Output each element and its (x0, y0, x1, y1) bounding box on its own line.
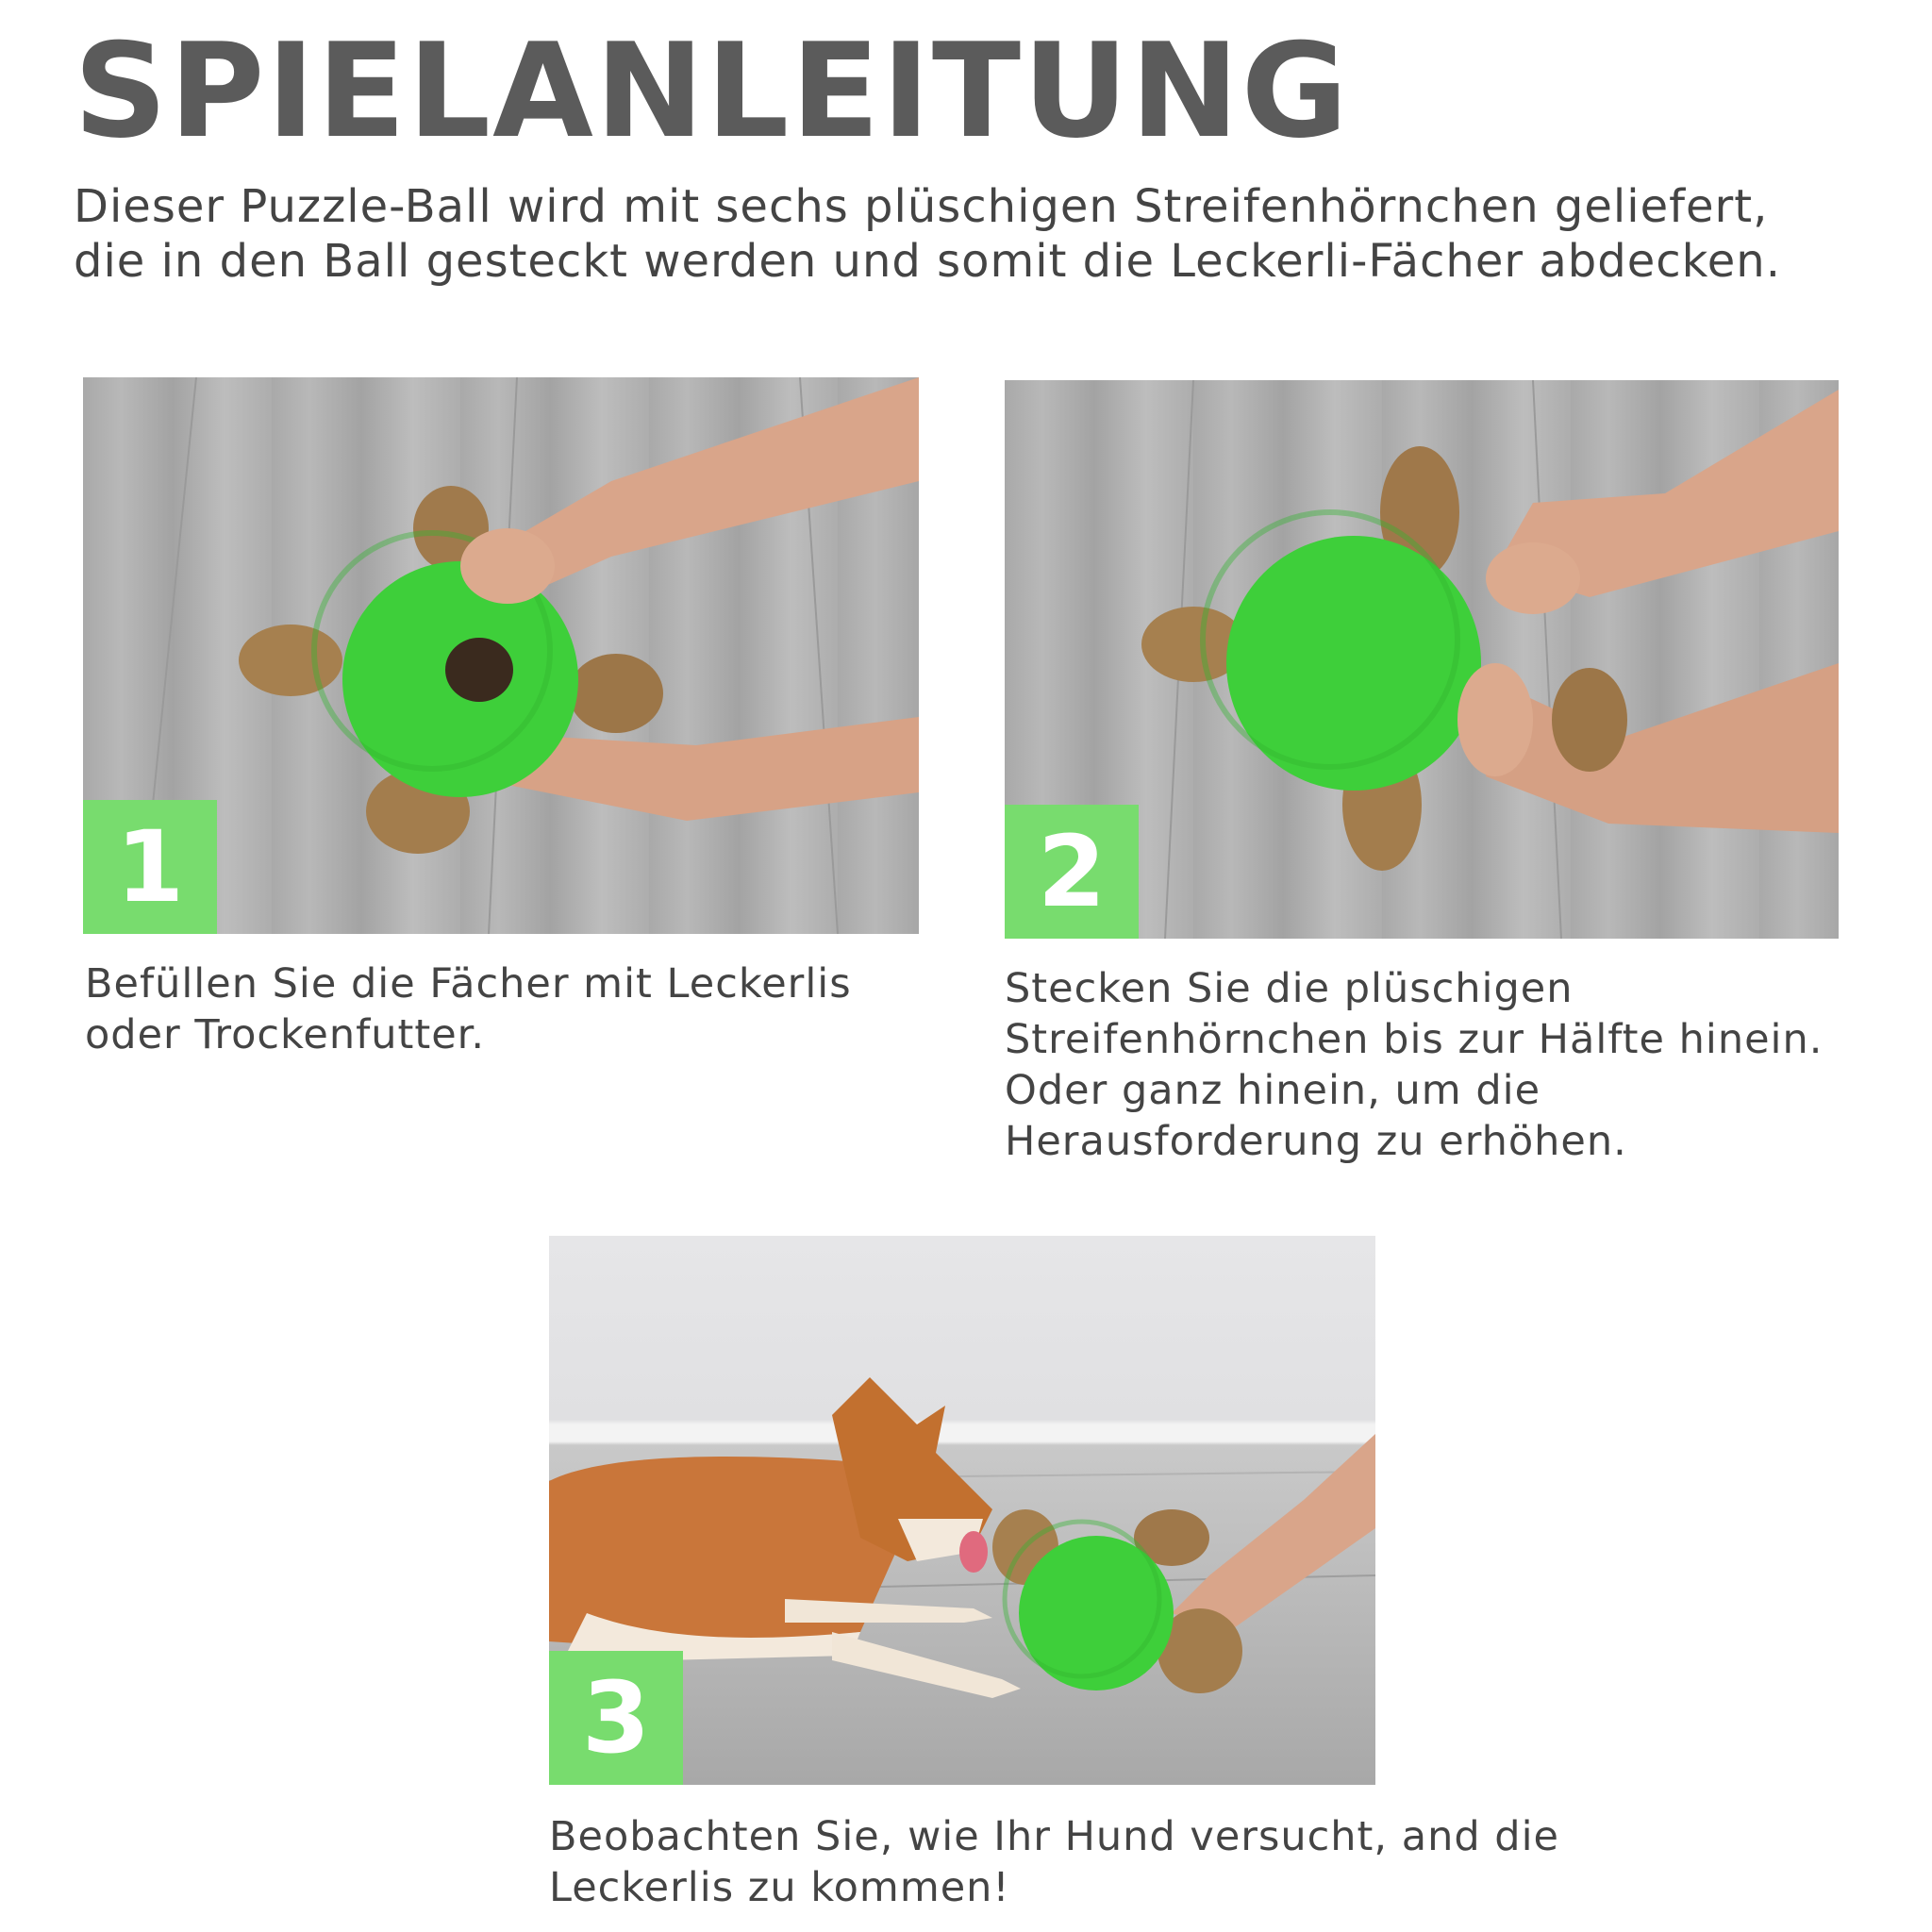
step-3-photo (549, 1236, 1375, 1785)
step-1-badge: 1 (83, 800, 217, 934)
step-2-caption: Stecken Sie die plüschigen Streifenhörnchen bis zur Hälfte hinein. Oder ganz hinein, um die Herausforderung zu erhöhen. (1005, 965, 1824, 1165)
intro-text: Dieser Puzzle-Ball wird mit sechs plüschigen Streifenhörnchen geliefert, die in den Ball gesteckt werden und somit die Leckerli-Fächer abdecken. (74, 180, 1781, 288)
step-3-caption: Beobachten Sie, wie Ihr Hund versucht, and die Leckerlis zu kommen! (549, 1813, 1559, 1911)
step-1-caption: Befüllen Sie die Fächer mit Leckerlis oder Trockenfutter. (85, 960, 852, 1058)
page-title: SPIELANLEITUNG (74, 15, 1350, 167)
step-3-badge: 3 (549, 1651, 683, 1785)
step-2-badge: 2 (1005, 805, 1139, 939)
step-2-photo (1005, 380, 1839, 939)
step-1-photo (83, 377, 919, 934)
